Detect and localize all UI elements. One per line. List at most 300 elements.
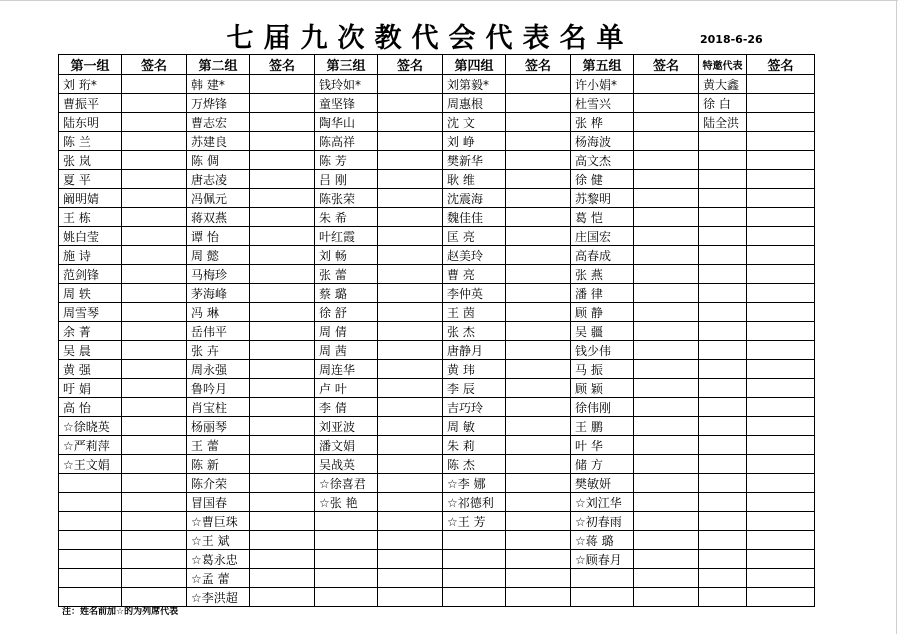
signature-cell[interactable] [506, 588, 571, 607]
member-name-cell: ☆葛永忠 [187, 550, 250, 569]
signature-cell[interactable] [747, 588, 815, 607]
signature-cell[interactable] [122, 455, 187, 474]
member-name-cell: 阚明婧 [59, 189, 122, 208]
signature-cell[interactable] [250, 398, 315, 417]
member-name-cell: ☆李 娜 [443, 474, 506, 493]
member-name-cell: 吴 疆 [571, 322, 634, 341]
signature-cell[interactable] [250, 550, 315, 569]
signature-cell[interactable] [378, 531, 443, 550]
signature-cell[interactable] [634, 417, 699, 436]
member-name-cell [699, 531, 747, 550]
signature-header: 签名 [122, 55, 187, 75]
member-name-cell: 陈 芳 [315, 151, 378, 170]
member-name-cell: 钱少伟 [571, 341, 634, 360]
member-name-cell: 王 栋 [59, 208, 122, 227]
group-header: 第三组 [315, 55, 378, 75]
signature-cell[interactable] [634, 588, 699, 607]
signature-cell[interactable] [506, 189, 571, 208]
signature-cell[interactable] [378, 303, 443, 322]
signature-cell[interactable] [634, 246, 699, 265]
signature-cell[interactable] [250, 341, 315, 360]
signature-cell[interactable] [506, 341, 571, 360]
member-name-cell [571, 588, 634, 607]
signature-cell[interactable] [378, 398, 443, 417]
table-row [59, 189, 815, 208]
signature-cell[interactable] [122, 417, 187, 436]
signature-cell[interactable] [378, 512, 443, 531]
member-name-cell: 谭 怡 [187, 227, 250, 246]
signature-cell[interactable] [250, 322, 315, 341]
signature-cell[interactable] [506, 284, 571, 303]
member-name-cell: 王 鹏 [571, 417, 634, 436]
member-name-cell: 杜雪兴 [571, 94, 634, 113]
signature-cell[interactable] [250, 379, 315, 398]
signature-cell[interactable] [378, 208, 443, 227]
signature-cell[interactable] [634, 113, 699, 132]
signature-cell[interactable] [122, 151, 187, 170]
signature-cell[interactable] [506, 379, 571, 398]
signature-cell[interactable] [747, 379, 815, 398]
member-name-cell: 姚白莹 [59, 227, 122, 246]
member-name-cell [59, 569, 122, 588]
member-name-cell: 蔡 璐 [315, 284, 378, 303]
signature-cell[interactable] [506, 436, 571, 455]
member-name-cell: 高 怡 [59, 398, 122, 417]
table-row [59, 550, 815, 569]
signature-cell[interactable] [747, 474, 815, 493]
signature-cell[interactable] [506, 398, 571, 417]
signature-cell[interactable] [506, 531, 571, 550]
signature-cell[interactable] [250, 360, 315, 379]
signature-cell[interactable] [747, 417, 815, 436]
member-name-cell: ☆徐喜君 [315, 474, 378, 493]
signature-cell[interactable] [122, 113, 187, 132]
signature-cell[interactable] [506, 455, 571, 474]
signature-cell[interactable] [378, 246, 443, 265]
member-name-cell [699, 493, 747, 512]
table-row [59, 531, 815, 550]
member-name-cell: 陈张荣 [315, 189, 378, 208]
member-name-cell: 耿 维 [443, 170, 506, 189]
signature-cell[interactable] [506, 132, 571, 151]
signature-cell[interactable] [122, 436, 187, 455]
signature-cell[interactable] [250, 208, 315, 227]
member-name-cell [443, 569, 506, 588]
signature-cell[interactable] [634, 151, 699, 170]
signature-cell[interactable] [378, 493, 443, 512]
member-name-cell: 刘 珩* [59, 75, 122, 94]
signature-cell[interactable] [506, 512, 571, 531]
member-name-cell: 钱玲如* [315, 75, 378, 94]
table-row [59, 284, 815, 303]
table-row [59, 322, 815, 341]
signature-header: 签名 [506, 55, 571, 75]
signature-cell[interactable] [747, 455, 815, 474]
signature-cell[interactable] [634, 170, 699, 189]
member-name-cell [699, 151, 747, 170]
member-name-cell: ☆张 艳 [315, 493, 378, 512]
table-row [59, 170, 815, 189]
signature-cell[interactable] [122, 379, 187, 398]
signature-cell[interactable] [747, 75, 815, 94]
signature-cell[interactable] [634, 189, 699, 208]
signature-cell[interactable] [122, 398, 187, 417]
signature-cell[interactable] [634, 322, 699, 341]
member-name-cell: 张 燕 [571, 265, 634, 284]
signature-header: 签名 [378, 55, 443, 75]
signature-cell[interactable] [378, 75, 443, 94]
signature-cell[interactable] [747, 341, 815, 360]
member-name-cell: 周永强 [187, 360, 250, 379]
table-row [59, 360, 815, 379]
signature-cell[interactable] [122, 94, 187, 113]
signature-cell[interactable] [378, 94, 443, 113]
signature-cell[interactable] [378, 189, 443, 208]
signature-cell[interactable] [747, 170, 815, 189]
member-name-cell: 沈震海 [443, 189, 506, 208]
signature-cell[interactable] [634, 208, 699, 227]
signature-cell[interactable] [122, 550, 187, 569]
signature-cell[interactable] [747, 113, 815, 132]
member-name-cell [699, 455, 747, 474]
signature-cell[interactable] [250, 113, 315, 132]
signature-cell[interactable] [634, 398, 699, 417]
signature-cell[interactable] [378, 265, 443, 284]
table-row [59, 303, 815, 322]
signature-cell[interactable] [747, 398, 815, 417]
member-name-cell [443, 550, 506, 569]
member-name-cell: 朱 希 [315, 208, 378, 227]
signature-cell[interactable] [250, 512, 315, 531]
member-name-cell: 徐 健 [571, 170, 634, 189]
signature-cell[interactable] [122, 322, 187, 341]
signature-cell[interactable] [122, 284, 187, 303]
member-name-cell: 陆全洪 [699, 113, 747, 132]
table-row [59, 455, 815, 474]
signature-cell[interactable] [634, 436, 699, 455]
table-row [59, 94, 815, 113]
signature-cell[interactable] [506, 360, 571, 379]
member-name-cell: 庄国宏 [571, 227, 634, 246]
signature-cell[interactable] [747, 94, 815, 113]
signature-cell[interactable] [747, 246, 815, 265]
signature-cell[interactable] [250, 436, 315, 455]
signature-cell[interactable] [122, 265, 187, 284]
signature-cell[interactable] [378, 569, 443, 588]
signature-cell[interactable] [250, 265, 315, 284]
member-name-cell: 高春成 [571, 246, 634, 265]
signature-cell[interactable] [250, 493, 315, 512]
signature-cell[interactable] [506, 246, 571, 265]
member-name-cell [315, 512, 378, 531]
member-name-cell: ☆曹巨珠 [187, 512, 250, 531]
member-name-cell [699, 588, 747, 607]
signature-cell[interactable] [634, 455, 699, 474]
signature-cell[interactable] [634, 474, 699, 493]
footnote: 注：姓名前加☆的为列席代表 [62, 607, 179, 617]
signature-cell[interactable] [378, 474, 443, 493]
member-name-cell: 韩 建* [187, 75, 250, 94]
signature-cell[interactable] [122, 189, 187, 208]
signature-cell[interactable] [122, 531, 187, 550]
member-name-cell: 周雪琴 [59, 303, 122, 322]
member-name-cell: 茅海峰 [187, 284, 250, 303]
signature-cell[interactable] [506, 322, 571, 341]
member-name-cell [699, 303, 747, 322]
signature-cell[interactable] [378, 322, 443, 341]
member-name-cell: 余 菁 [59, 322, 122, 341]
member-name-cell: 陈 新 [187, 455, 250, 474]
member-name-cell: 周 懿 [187, 246, 250, 265]
signature-cell[interactable] [634, 265, 699, 284]
signature-cell[interactable] [747, 151, 815, 170]
table-row [59, 132, 815, 151]
group-header: 第二组 [187, 55, 250, 75]
member-name-cell [59, 474, 122, 493]
signature-cell[interactable] [250, 284, 315, 303]
signature-cell[interactable] [378, 436, 443, 455]
signature-cell[interactable] [378, 550, 443, 569]
member-name-cell: 陈高祥 [315, 132, 378, 151]
member-name-cell: 吁 娟 [59, 379, 122, 398]
signature-cell[interactable] [747, 493, 815, 512]
signature-cell[interactable] [250, 189, 315, 208]
signature-cell[interactable] [634, 75, 699, 94]
signature-cell[interactable] [506, 569, 571, 588]
member-name-cell [699, 512, 747, 531]
signature-cell[interactable] [122, 170, 187, 189]
member-name-cell: 陶华山 [315, 113, 378, 132]
signature-cell[interactable] [747, 550, 815, 569]
member-name-cell [443, 531, 506, 550]
signature-cell[interactable] [747, 436, 815, 455]
signature-cell[interactable] [506, 227, 571, 246]
member-name-cell: 唐静月 [443, 341, 506, 360]
member-name-cell: 范剑锋 [59, 265, 122, 284]
signature-cell[interactable] [634, 550, 699, 569]
signature-header: 签名 [250, 55, 315, 75]
table-row [59, 341, 815, 360]
member-name-cell [699, 265, 747, 284]
page-title: 七届九次教代会代表名单 [226, 23, 634, 54]
signature-cell[interactable] [506, 550, 571, 569]
signature-cell[interactable] [506, 151, 571, 170]
table-row [59, 512, 815, 531]
signature-cell[interactable] [747, 189, 815, 208]
group-header: 第五组 [571, 55, 634, 75]
member-name-cell: 陈 倜 [187, 151, 250, 170]
signature-cell[interactable] [634, 132, 699, 151]
member-name-cell [699, 360, 747, 379]
member-name-cell: 周 敏 [443, 417, 506, 436]
member-name-cell: 苏建良 [187, 132, 250, 151]
table-row [59, 246, 815, 265]
signature-cell[interactable] [634, 379, 699, 398]
member-name-cell [699, 417, 747, 436]
member-name-cell [699, 398, 747, 417]
member-name-cell: 刘亚波 [315, 417, 378, 436]
signature-cell[interactable] [378, 455, 443, 474]
signature-cell[interactable] [122, 474, 187, 493]
table-row [59, 569, 815, 588]
member-name-cell: 周 倩 [315, 322, 378, 341]
member-name-cell: ☆王 斌 [187, 531, 250, 550]
signature-cell[interactable] [378, 341, 443, 360]
member-name-cell: 张 岚 [59, 151, 122, 170]
signature-cell[interactable] [122, 360, 187, 379]
member-name-cell: 夏 平 [59, 170, 122, 189]
member-name-cell: 顾 静 [571, 303, 634, 322]
signature-cell[interactable] [747, 265, 815, 284]
member-name-cell: 赵美玲 [443, 246, 506, 265]
signature-cell[interactable] [747, 132, 815, 151]
signature-cell[interactable] [378, 132, 443, 151]
signature-cell[interactable] [378, 379, 443, 398]
signature-cell[interactable] [634, 360, 699, 379]
signature-cell[interactable] [506, 303, 571, 322]
signature-cell[interactable] [747, 360, 815, 379]
signature-header: 签名 [747, 55, 815, 75]
signature-cell[interactable] [747, 303, 815, 322]
signature-cell[interactable] [634, 284, 699, 303]
signature-cell[interactable] [122, 227, 187, 246]
member-name-cell: 马梅珍 [187, 265, 250, 284]
signature-cell[interactable] [122, 303, 187, 322]
table-row [59, 151, 815, 170]
member-name-cell: ☆严莉萍 [59, 436, 122, 455]
signature-cell[interactable] [506, 265, 571, 284]
signature-cell[interactable] [250, 170, 315, 189]
member-name-cell: 黄 玮 [443, 360, 506, 379]
signature-cell[interactable] [250, 474, 315, 493]
signature-cell[interactable] [378, 113, 443, 132]
signature-cell[interactable] [747, 322, 815, 341]
signature-cell[interactable] [250, 151, 315, 170]
member-name-cell: ☆顾春月 [571, 550, 634, 569]
member-name-cell [443, 588, 506, 607]
signature-cell[interactable] [747, 569, 815, 588]
member-name-cell [699, 132, 747, 151]
signature-cell[interactable] [122, 569, 187, 588]
signature-cell[interactable] [506, 170, 571, 189]
signature-cell[interactable] [378, 227, 443, 246]
signature-cell[interactable] [634, 227, 699, 246]
signature-cell[interactable] [250, 531, 315, 550]
signature-cell[interactable] [747, 208, 815, 227]
member-name-cell [699, 208, 747, 227]
member-name-cell [699, 322, 747, 341]
signature-cell[interactable] [506, 208, 571, 227]
signature-cell[interactable] [250, 303, 315, 322]
member-name-cell: 葛 恺 [571, 208, 634, 227]
member-name-cell: 朱 莉 [443, 436, 506, 455]
signature-cell[interactable] [506, 75, 571, 94]
member-name-cell: 樊新华 [443, 151, 506, 170]
member-name-cell: 叶 华 [571, 436, 634, 455]
member-name-cell: 陈 杰 [443, 455, 506, 474]
signature-cell[interactable] [122, 208, 187, 227]
signature-cell[interactable] [250, 455, 315, 474]
signature-cell[interactable] [378, 360, 443, 379]
roster-body [59, 55, 815, 607]
signature-cell[interactable] [250, 132, 315, 151]
member-name-cell: 冯 琳 [187, 303, 250, 322]
signature-cell[interactable] [634, 341, 699, 360]
member-name-cell: 张 杰 [443, 322, 506, 341]
signature-cell[interactable] [506, 113, 571, 132]
signature-cell[interactable] [634, 94, 699, 113]
signature-cell[interactable] [747, 512, 815, 531]
signature-cell[interactable] [378, 151, 443, 170]
signature-cell[interactable] [378, 284, 443, 303]
member-name-cell: 李 倩 [315, 398, 378, 417]
member-name-cell: 黄大鑫 [699, 75, 747, 94]
signature-cell[interactable] [634, 531, 699, 550]
member-name-cell [699, 379, 747, 398]
member-name-cell: 杨海波 [571, 132, 634, 151]
signature-cell[interactable] [122, 341, 187, 360]
signature-cell[interactable] [250, 94, 315, 113]
member-name-cell: 曹志宏 [187, 113, 250, 132]
signature-cell[interactable] [634, 569, 699, 588]
signature-cell[interactable] [634, 512, 699, 531]
signature-cell[interactable] [506, 417, 571, 436]
signature-cell[interactable] [250, 75, 315, 94]
signature-cell[interactable] [378, 417, 443, 436]
signature-cell[interactable] [250, 227, 315, 246]
signature-cell[interactable] [250, 417, 315, 436]
signature-cell[interactable] [122, 246, 187, 265]
signature-cell[interactable] [747, 531, 815, 550]
member-name-cell: 叶红霞 [315, 227, 378, 246]
signature-cell[interactable] [122, 493, 187, 512]
signature-cell[interactable] [122, 132, 187, 151]
signature-cell[interactable] [378, 588, 443, 607]
table-row [59, 265, 815, 284]
table-row [59, 398, 815, 417]
member-name-cell: 樊敏妍 [571, 474, 634, 493]
signature-cell[interactable] [122, 512, 187, 531]
table-row [59, 436, 815, 455]
signature-cell[interactable] [506, 474, 571, 493]
member-name-cell: 王 茵 [443, 303, 506, 322]
signature-cell[interactable] [250, 246, 315, 265]
signature-cell[interactable] [506, 94, 571, 113]
member-name-cell: 周 茜 [315, 341, 378, 360]
signature-cell[interactable] [122, 75, 187, 94]
signature-cell[interactable] [747, 284, 815, 303]
member-name-cell: 施 诗 [59, 246, 122, 265]
signature-cell[interactable] [634, 303, 699, 322]
member-name-cell [699, 341, 747, 360]
member-name-cell: 张 蕾 [315, 265, 378, 284]
signature-cell[interactable] [378, 170, 443, 189]
member-name-cell: 匡 亮 [443, 227, 506, 246]
signature-cell[interactable] [747, 227, 815, 246]
signature-cell[interactable] [250, 569, 315, 588]
member-name-cell: 吕 刚 [315, 170, 378, 189]
signature-cell[interactable] [634, 493, 699, 512]
group-header: 第四组 [443, 55, 506, 75]
signature-cell[interactable] [506, 493, 571, 512]
signature-cell[interactable] [250, 588, 315, 607]
member-name-cell [699, 170, 747, 189]
member-name-cell: 冯佩元 [187, 189, 250, 208]
member-name-cell: 吴 晨 [59, 341, 122, 360]
member-name-cell: 刘 畅 [315, 246, 378, 265]
member-name-cell: 杨丽琴 [187, 417, 250, 436]
document-date: 2018-6-26 [700, 33, 763, 46]
